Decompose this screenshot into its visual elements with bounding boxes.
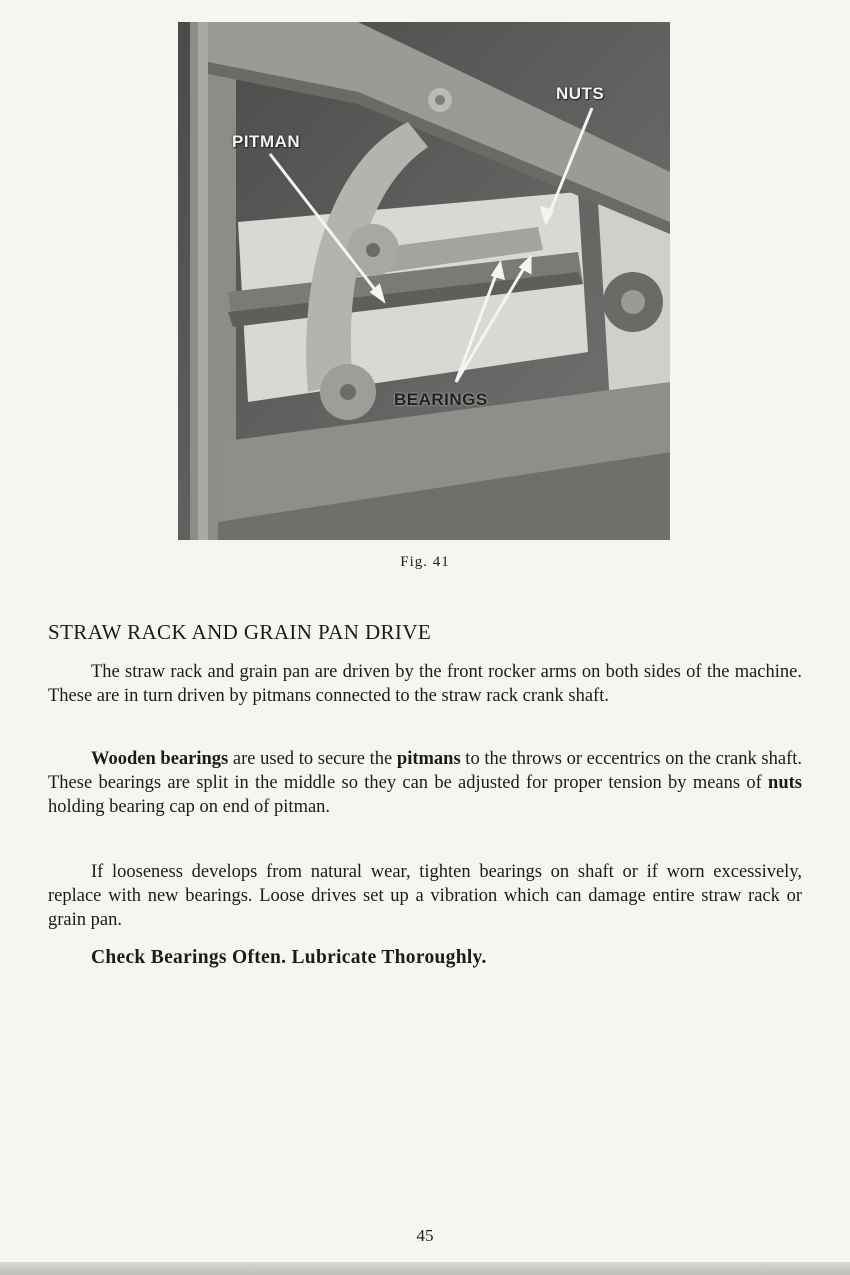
paragraph-drive-description: The straw rack and grain pan are driven by the front rocker arms on both sides of the machine. These are in turn driven by pitmans connected to the straw rack crank shaft. bbox=[48, 662, 802, 706]
nuts-callout: NUTS bbox=[556, 84, 605, 103]
bold-term: Wooden bearings bbox=[91, 749, 229, 769]
machine-photo bbox=[178, 22, 670, 540]
pitman-callout: PITMAN bbox=[232, 132, 301, 151]
paragraph-looseness: If looseness develops from natural wear, tighten bearings on shaft or if worn excessively, replace with new bearings. Loose drives set up a vibration which can damage entire straw rack or grain pan. bbox=[48, 862, 802, 930]
section-heading: STRAW RACK AND GRAIN PAN DRIVE bbox=[48, 620, 432, 644]
bold-term: nuts bbox=[768, 773, 802, 793]
text-run: to the throws or eccentrics on the crank shaft. These bearings are split in the middle so they can be adjusted for proper tension by means of bbox=[48, 749, 802, 793]
page-number: 45 bbox=[416, 1226, 434, 1245]
bearings-callout: BEARINGS bbox=[394, 390, 488, 409]
text-run: are used to secure the bbox=[228, 749, 397, 769]
figure-caption: Fig. 41 bbox=[400, 554, 450, 570]
paragraph-wooden-bearings bbox=[48, 747, 802, 819]
text-run: holding bearing cap on end of pitman. bbox=[48, 797, 331, 817]
paragraph-check-bearings: Check Bearings Often. Lubricate Thoroughly. bbox=[91, 947, 487, 968]
bold-term: pitmans bbox=[396, 749, 461, 769]
page-edge bbox=[0, 1262, 850, 1275]
